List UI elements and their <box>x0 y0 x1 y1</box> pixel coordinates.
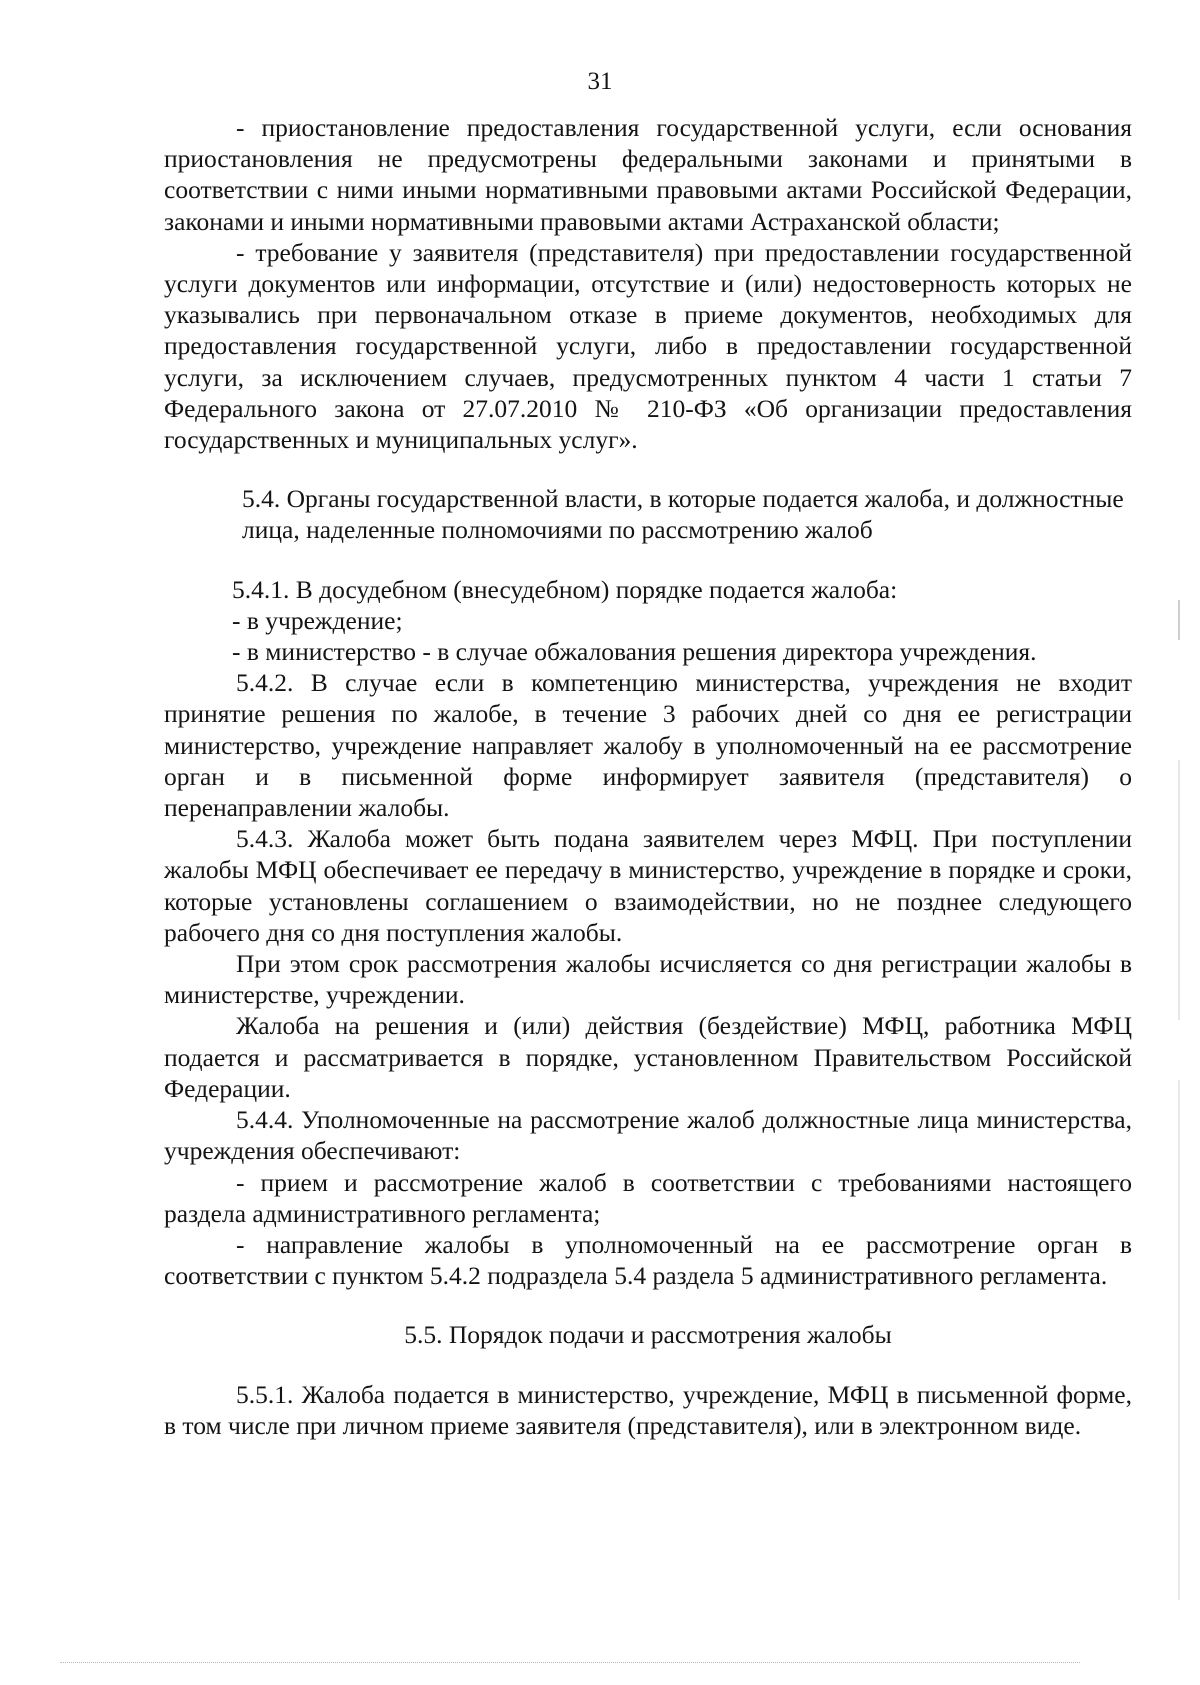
paragraph-5-4-3: 5.4.3. Жалоба может быть подана заявителем через МФЦ. При поступлении жалобы МФЦ обеспечивает ее передачу в министерство, учреждение в порядке и сроки, которые установлены соглашением о взаимодействии, но не позднее следующего рабочего дня со дня поступления жалобы. <box>164 824 1132 947</box>
page-number: 31 <box>587 68 613 95</box>
scan-artifact <box>60 1661 1080 1663</box>
paragraph-5-4-4: 5.4.4. Уполномоченные на рассмотрение жалоб должностные лица министерства, учреждения обеспечивают: <box>164 1105 1132 1166</box>
paragraph-5-4-2: 5.4.2. В случае если в компетенцию министерства, учреждения не входит принятие решения по жалобе, в течение 3 рабочих дней со дня ее регистрации министерство, учреждение направляет жалобу в уполномоченный на ее рассмотрение орган и в письменной форме информирует заявителя (представителя) о перенаправлении жалобы. <box>164 668 1132 823</box>
spacer <box>164 546 1132 574</box>
document-body <box>164 112 1132 1441</box>
paragraph-5-4-1: 5.4.1. В досудебном (внесудебном) порядке подается жалоба: <box>232 574 898 604</box>
paragraph-review-period: При этом срок рассмотрения жалобы исчисляется со дня регистрации жалобы в министерстве, учреждении. <box>164 949 1132 1010</box>
scan-artifact <box>1178 760 1180 1020</box>
section-heading-5-5: 5.5. Порядок подачи и рассмотрения жалобы <box>404 1320 892 1350</box>
list-item-institution: - в учреждение; <box>232 605 403 635</box>
section-heading-5-4: 5.4. Органы государственной власти, в которые подается жалоба, и должностные лица, наделенные полномочиями по рассмотрению жалоб <box>242 484 1124 545</box>
paragraph-mfc-complaint: Жалоба на решения и (или) действия (бездействие) МФЦ, работника МФЦ подается и рассматривается в порядке, установленном Правительством Российской Федерации. <box>164 1011 1132 1103</box>
paragraph-suspension: - приостановление предоставления государственной услуги, если основания приостановления не предусмотрены федеральными законами и принятыми в соответствии с ними иными нормативными правовыми актами Российской Федерации, законами и иными нормативными правовыми актами Астраханской области; <box>164 113 1132 236</box>
spacer <box>164 1351 1132 1379</box>
scan-artifact <box>1178 600 1180 640</box>
spacer <box>164 1291 1132 1319</box>
list-item-forwarding: - направление жалобы в уполномоченный на ее рассмотрение орган в соответствии с пунктом 5.4.2 подраздела 5.4 раздела 5 административного регламента. <box>164 1229 1132 1291</box>
paragraph-5-5-1: 5.5.1. Жалоба подается в министерство, учреждение, МФЦ в письменной форме, в том числе при личном приеме заявителя (представителя), или в электронном виде. <box>164 1379 1132 1440</box>
list-item-reception: - прием и рассмотрение жалоб в соответствии с требованиями настоящего раздела административного регламента; <box>164 1167 1132 1228</box>
spacer <box>164 455 1132 483</box>
paragraph-requirement: - требование у заявителя (представителя) при предоставлении государственной услуги документов или информации, отсутствие и (или) недостоверность которых не указывались при первоначальном отказе в приеме документов, необходимых для предоставления государственной услуги, либо в предоставлении государственной услуги, за исключением случаев, предусмотренных пунктом 4 части 1 статьи 7 Федерального закона от 27.07.2010 № 210-ФЗ «Об организации предоставления государственных и муниципальных услуг». <box>164 237 1132 455</box>
scan-artifact <box>1178 1080 1180 1600</box>
list-item-ministry: - в министерство - в случае обжалования решения директора учреждения. <box>232 637 1037 667</box>
